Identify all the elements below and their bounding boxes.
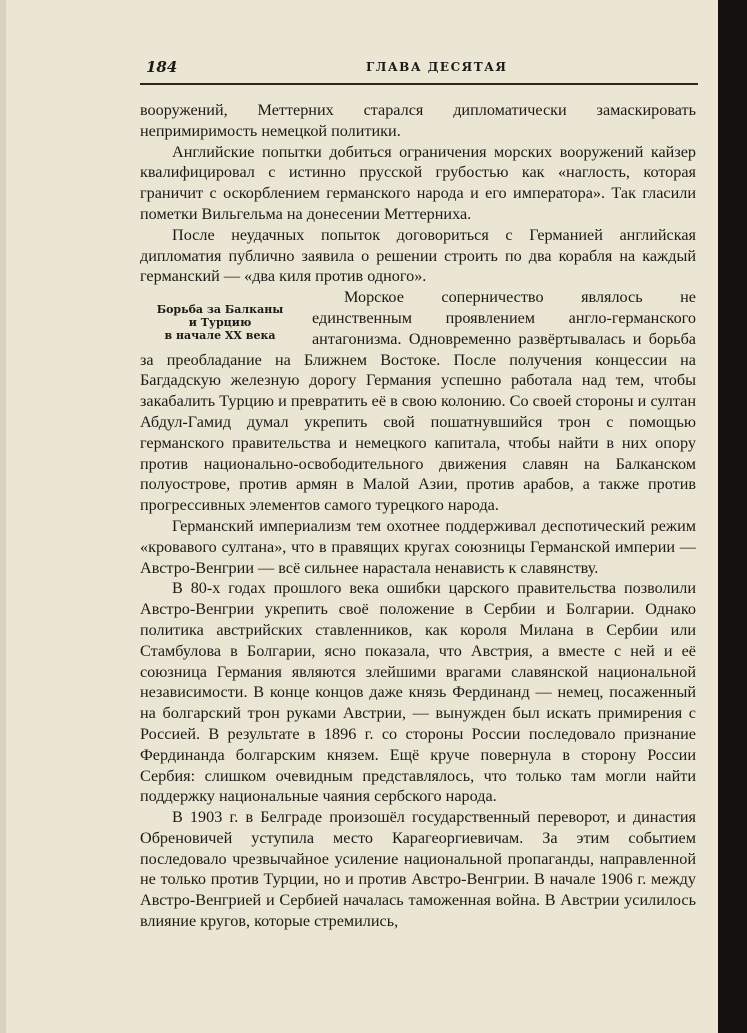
paragraph: В 1903 г. в Белграде произошёл государственный переворот, и династия Обреновичей уступила место Карагеоргиевичам. За этим событием последовало чрезвычайное усиление национальной пропаганды, направленной не только против Турции, но и против Австро-Венгрии. В начале 1906 г. между Австро-Венгрией и Сербией началась таможенная война. В Австрии усилилось влияние кругов, которые стремились, [140, 808, 696, 931]
margin-note-line: Борьба за Балканы [156, 303, 284, 317]
paragraph: Английские попытки добиться ограничения морских вооружений кайзер квалифицировал с истинно прусской грубостью как «наглость, которая граничит с оскорблением германского народа и его императора». Так гласили пометки Вильгельма на донесении Меттерниха. [140, 142, 696, 223]
margin-note [140, 303, 300, 342]
paragraph: После неудачных попыток договориться с Германией английская дипломатия публично заявила о решении строить по два корабля на каждый германский — «два киля против одного». [140, 225, 696, 286]
page-number: 184 [146, 58, 178, 76]
paragraph: В 80-х годах прошлого века ошибки царского правительства позволили Австро-Венгрии укрепить своё положение в Сербии и Болгарии. Однако политика австрийских ставленников, как короля Милана в Сербии или Стамбулова в Болгарии, ясно показала, что Австрия, а вместе с ней и её союзница Германия являются злейшими врагами славянской национальной независимости. В конце концов даже князь Фердинанд — немец, посаженный на болгарский трон руками Австрии, — вынужден был искать примирения с Россией. В результате в 1896 г. со стороны России последовало признание Фердинанда болгарским князем. Ещё круче повернула в сторону России Сербия: слишком очевидным представлялось, что только там могли найти поддержку национальные чаяния сербского народа. [140, 579, 696, 806]
book-gutter [718, 0, 747, 1033]
paragraph: вооружений, Меттерних старался дипломатически замаскировать непримиримость немецкой политики. [140, 101, 696, 140]
margin-note-line: в начале XX века [164, 329, 276, 343]
running-head: ГЛАВА ДЕСЯТАЯ [366, 60, 508, 74]
margin-note-line: и Турцию [188, 316, 252, 330]
paragraph: Германский империализм тем охотнее поддерживал деспотический режим «кровавого султана», что в правящих кругах союзницы Германской империи — Австро-Венгрии — всё сильнее нарастала ненависть к славянству. [140, 516, 696, 577]
paragraph: Морское соперничество являлось не единственным проявлением англо-германского антагонизма. Одновременно развёртывалась и борьба за преобладание на Ближнем Востоке. После получения концессии на Багдадскую железную дорогу Германия успешно работала над тем, чтобы закабалить Турцию и превратить её в свою колонию. Со своей стороны и султан Абдул-Гамид думал укрепить свой пошатнувшийся трон с помощью германского правительства и немецкого капитала, чтобы найти в них опору против национально-освободительного движения славян на Балканском полуострове, против армян в Малой Азии, против арабов, а также против прогрессивных элементов самого турецкого народа. [140, 288, 696, 515]
body-text [140, 100, 696, 932]
header-rule [140, 83, 698, 85]
page-header [146, 58, 696, 80]
